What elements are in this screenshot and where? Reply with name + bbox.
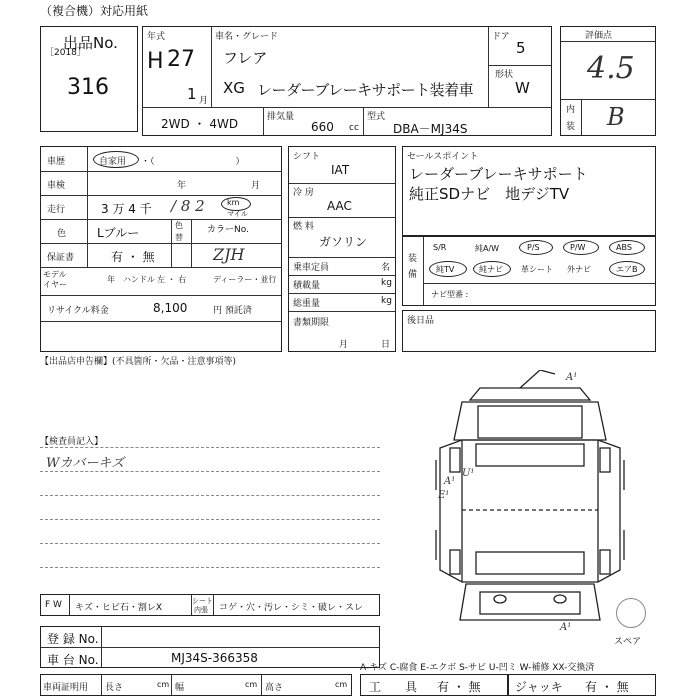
history-label: 車歴 bbox=[47, 157, 66, 167]
tools-value: 有 ・ 無 bbox=[437, 680, 481, 694]
score-label: 評価点 bbox=[585, 31, 613, 41]
displacement-label: 排気量 bbox=[267, 112, 295, 122]
registration-box bbox=[40, 626, 380, 668]
model-year-label-1: モデル bbox=[43, 270, 67, 279]
color-label: 色 bbox=[57, 229, 67, 239]
month-value: 1 bbox=[187, 85, 197, 103]
colorno-label: カラーNo. bbox=[207, 225, 249, 235]
capacity-unit: 名 bbox=[381, 263, 391, 273]
mark-a1-side: A¹ bbox=[444, 476, 456, 487]
tools-label: 工 具 bbox=[369, 680, 418, 694]
equip-airbag: エアB bbox=[616, 265, 638, 274]
model-label: 型式 bbox=[367, 112, 386, 122]
exhibitor-label: 【出品店申告欄】(不具箇所・欠品・注意事項等) bbox=[40, 357, 237, 367]
equip-alloy: 純A/W bbox=[475, 244, 500, 253]
car-diagram bbox=[400, 370, 660, 640]
grade-code: XG bbox=[223, 79, 245, 97]
history-value: 自家用 bbox=[99, 157, 127, 167]
ac-label: 冷 房 bbox=[293, 188, 314, 198]
color-swap-2: 替 bbox=[175, 233, 183, 242]
spare-tire-icon bbox=[616, 598, 646, 628]
dim-cm-2: cm bbox=[245, 680, 258, 689]
seat-items: コゲ・穴・汚レ・シミ・破レ・スレ bbox=[219, 603, 364, 613]
spare-label: スペア bbox=[614, 637, 642, 647]
mark-e1: E¹ bbox=[438, 490, 450, 501]
load-unit: kg bbox=[381, 278, 392, 288]
interior-label-1: 内 bbox=[566, 105, 576, 115]
displacement-unit: cc bbox=[349, 123, 359, 133]
notes-box bbox=[402, 310, 656, 352]
dim-height: 高さ bbox=[265, 683, 284, 693]
fw-label: F W bbox=[45, 600, 62, 610]
equip-abs: ABS bbox=[616, 243, 632, 252]
equip-tv: 純TV bbox=[436, 265, 455, 274]
fuel-value: ガソリン bbox=[319, 235, 368, 249]
vehicle-box bbox=[142, 26, 552, 136]
mid-box bbox=[288, 146, 396, 352]
mileage-handwritten: / 8 2 bbox=[171, 197, 205, 215]
dim-length: 長さ bbox=[105, 683, 124, 693]
equip-sr: S/R bbox=[433, 243, 447, 252]
shift-value: IAT bbox=[331, 163, 350, 177]
capacity-label: 乗車定員 bbox=[293, 263, 330, 273]
model-year-unit: 年 bbox=[107, 275, 115, 284]
shape-label: 形状 bbox=[495, 70, 514, 80]
tools-box bbox=[360, 674, 508, 696]
lot-label: 出品No. bbox=[63, 34, 118, 52]
equipment-label-1: 装 bbox=[408, 254, 418, 264]
jack-box bbox=[508, 674, 656, 696]
weight-unit: kg bbox=[381, 296, 392, 306]
chassis-label: 車 台 No. bbox=[47, 653, 99, 667]
month-unit: 月 bbox=[199, 96, 209, 106]
lot-box bbox=[40, 26, 138, 132]
handle-value: 左 ・ 右 bbox=[157, 275, 187, 284]
damage-legend: A-キズ C-腐食 E-エクボ S-サビ U-凹ミ W-補修 XX-交換済 bbox=[360, 663, 595, 673]
ac-value: AAC bbox=[327, 199, 352, 213]
mark-u1: U¹ bbox=[462, 468, 475, 479]
interior-value: B bbox=[607, 103, 625, 131]
shift-label: シフト bbox=[293, 152, 321, 162]
color-value: Lブルー bbox=[97, 226, 140, 240]
grade-name: レーダーブレーキサポート装着車 bbox=[257, 81, 474, 99]
dim-cm-3: cm bbox=[335, 680, 348, 689]
jack-label: ジャッキ bbox=[515, 680, 563, 694]
fuel-label: 燃 料 bbox=[293, 222, 314, 232]
equip-pw: P/W bbox=[570, 243, 586, 252]
door-value: 5 bbox=[516, 39, 526, 57]
sales-label: セールスポイント bbox=[407, 152, 479, 162]
shape-value: W bbox=[515, 79, 530, 97]
inspector-note: Wカバーキズ bbox=[46, 456, 125, 471]
equipment-label-2: 備 bbox=[408, 270, 418, 280]
model-value: DBA－MJ34S bbox=[393, 122, 468, 136]
inspection-month: 月 bbox=[251, 181, 261, 191]
mileage-unit-mile: マイル bbox=[227, 210, 248, 218]
displacement-value: 660 bbox=[311, 120, 334, 134]
handle-label: ハンドル bbox=[123, 275, 155, 284]
drive-type: 2WD ・ 4WD bbox=[161, 117, 239, 131]
recycle-value: 8,100 bbox=[153, 301, 188, 315]
dim-width: 幅 bbox=[175, 683, 185, 693]
registration-label: 登 録 No. bbox=[47, 632, 99, 646]
inspector-label: 【検査員記入】 bbox=[40, 437, 104, 447]
mileage-unit-km: km bbox=[227, 198, 240, 207]
notes-label: 後日品 bbox=[407, 316, 435, 326]
inspection-label: 車検 bbox=[47, 181, 66, 191]
dealer-label: ディーラー・並行 bbox=[213, 275, 277, 284]
equip-ps: P/S bbox=[527, 243, 540, 252]
dim-cm-1: cm bbox=[157, 680, 170, 689]
dimensions-row bbox=[40, 674, 352, 696]
recycle-label: リサイクル料金 bbox=[47, 306, 109, 316]
inspection-year: 年 bbox=[177, 181, 187, 191]
mark-a1-top: A¹ bbox=[566, 372, 578, 383]
doc-label: 書類期限 bbox=[293, 318, 330, 328]
score-value: 4.5 bbox=[587, 51, 635, 86]
weight-label: 総重量 bbox=[293, 299, 321, 309]
sales-box bbox=[402, 146, 656, 236]
model-year-label-2: イヤー bbox=[43, 280, 67, 289]
load-label: 積載量 bbox=[293, 281, 321, 291]
color-swap-1: 色 bbox=[175, 221, 183, 230]
vehicle-name: フレア bbox=[223, 49, 268, 67]
doc-month: 月 bbox=[339, 340, 349, 350]
navi-model-label: ナビ型番 : bbox=[431, 290, 469, 299]
score-box bbox=[560, 26, 656, 136]
dimensions-label: 車両証明用 bbox=[43, 683, 89, 693]
chassis-value: MJ34S-366358 bbox=[171, 651, 258, 665]
year-value: 27 bbox=[167, 47, 195, 72]
fw-items: キズ・ヒビ石・割レX bbox=[75, 603, 162, 613]
warranty-label: 保証書 bbox=[47, 253, 75, 263]
seat-label-1: シート bbox=[192, 597, 213, 605]
sales-line2: 純正SDナビ 地デジTV bbox=[409, 185, 570, 203]
colorno-value: ZJH bbox=[213, 245, 245, 264]
equip-ext-navi: 外ナビ bbox=[567, 265, 591, 274]
damage-row bbox=[40, 594, 380, 616]
seat-label-2: 内張 bbox=[194, 606, 208, 614]
mileage-prefix: 3 万 4 千 bbox=[101, 202, 152, 216]
lot-number: 316 bbox=[67, 75, 109, 100]
name-label: 車名・グレード bbox=[215, 32, 279, 42]
recycle-unit: 円 預託済 bbox=[213, 306, 252, 316]
mileage-label: 走行 bbox=[47, 205, 66, 215]
history-rest: ・（ ） bbox=[141, 157, 245, 167]
equip-navi: 純ナビ bbox=[479, 265, 503, 274]
warranty-value: 有 ・ 無 bbox=[111, 250, 155, 264]
equipment-box bbox=[402, 236, 656, 306]
form-title: （複合機）対応用紙 bbox=[40, 4, 149, 18]
jack-value: 有 ・ 無 bbox=[585, 680, 629, 694]
sales-line1: レーダーブレーキサポート bbox=[409, 165, 588, 183]
lot-year: ［2018］ bbox=[45, 48, 86, 58]
interior-label-2: 装 bbox=[566, 122, 576, 132]
door-label: ドア bbox=[492, 32, 510, 42]
year-label: 年式 bbox=[147, 32, 166, 42]
year-era: H bbox=[147, 49, 164, 74]
mark-a1-bottom: A¹ bbox=[560, 622, 572, 633]
details-box bbox=[40, 146, 282, 352]
doc-day: 日 bbox=[381, 340, 391, 350]
equip-leather: 革シート bbox=[521, 265, 553, 274]
